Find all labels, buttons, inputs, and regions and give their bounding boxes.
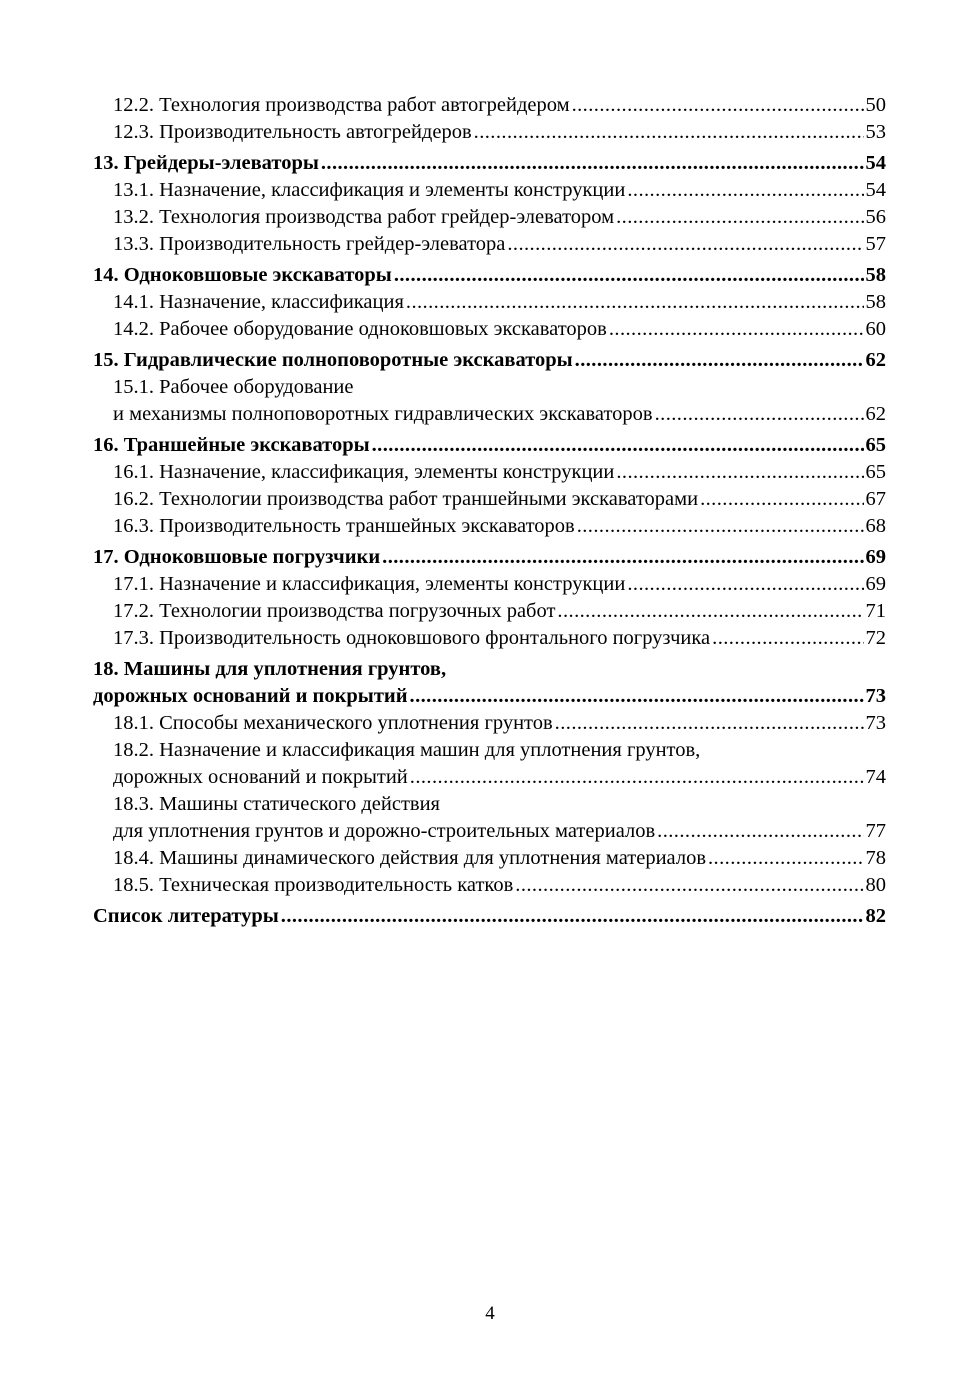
toc-page-number: 65 (865, 461, 886, 483)
toc-page-number: 73 (865, 685, 886, 707)
toc-title: 15. Гидравлические полноповоротные экскаваторы (93, 349, 573, 371)
table-of-contents (93, 92, 886, 930)
toc-page-number: 78 (865, 847, 886, 869)
toc-page-number: 73 (865, 712, 886, 734)
toc-title: 18.1. Способы механического уплотнения грунтов (113, 712, 553, 734)
toc-title: Список литературы (93, 905, 279, 927)
toc-title: 12.2. Технология производства работ автогрейдером (113, 94, 570, 116)
toc-title: для уплотнения грунтов и дорожно-строительных материалов (113, 820, 656, 842)
dot-leader (577, 513, 864, 540)
toc-title: 17.1. Назначение и классификация, элементы конструкции (113, 573, 626, 595)
dot-leader (507, 231, 863, 258)
toc-title: и механизмы полноповоротных гидравлических экскаваторов (113, 403, 653, 425)
toc-section[interactable] (93, 231, 886, 258)
toc-chapter[interactable] (93, 544, 886, 571)
toc-page-number: 69 (865, 573, 886, 595)
toc-section[interactable] (93, 598, 886, 625)
toc-chapter[interactable] (93, 150, 886, 177)
toc-section[interactable] (93, 177, 886, 204)
toc-title-first-line: 18.2. Назначение и классификация машин для уплотнения грунтов, (113, 739, 701, 761)
toc-title: 13. Грейдеры-элеваторы (93, 152, 319, 174)
toc-section[interactable] (93, 204, 886, 231)
dot-leader (372, 432, 864, 459)
toc-page-number: 65 (865, 434, 886, 456)
toc-section[interactable] (93, 459, 886, 486)
toc-chapter[interactable] (93, 432, 886, 459)
toc-chapter[interactable] (93, 656, 886, 710)
dot-leader (655, 401, 864, 428)
dot-leader (575, 347, 864, 374)
toc-page-number: 77 (865, 820, 886, 842)
dot-leader (555, 710, 864, 737)
toc-title: 17.2. Технологии производства погрузочных работ (113, 600, 556, 622)
dot-leader (712, 625, 863, 652)
toc-title: 14.1. Назначение, классификация (113, 291, 404, 313)
toc-section[interactable] (93, 625, 886, 652)
dot-leader (616, 204, 863, 231)
toc-title: 17.3. Производительность одноковшового фронтального погрузчика (113, 627, 711, 649)
toc-page-number: 54 (865, 152, 886, 174)
dot-leader (382, 544, 863, 571)
toc-title: 13.2. Технология производства работ грейдер-элеватором (113, 206, 615, 228)
toc-chapter[interactable] (93, 903, 886, 930)
toc-title: 14.2. Рабочее оборудование одноковшовых экскаваторов (113, 318, 607, 340)
dot-leader (515, 872, 863, 899)
toc-page-number: 60 (865, 318, 886, 340)
toc-section[interactable] (93, 872, 886, 899)
toc-section[interactable] (93, 513, 886, 540)
toc-title-first-line: 18.3. Машины статического действия (113, 793, 440, 815)
toc-page-number: 69 (865, 546, 886, 568)
dot-leader (410, 683, 864, 710)
toc-chapter[interactable] (93, 347, 886, 374)
toc-chapter[interactable] (93, 262, 886, 289)
dot-leader (609, 316, 864, 343)
toc-page-number: 71 (865, 600, 886, 622)
toc-section[interactable] (93, 92, 886, 119)
toc-page-number: 54 (865, 179, 886, 201)
dot-leader (708, 845, 864, 872)
dot-leader (557, 598, 863, 625)
toc-section[interactable] (93, 374, 886, 428)
toc-title: 16.1. Назначение, классификация, элементы конструкции (113, 461, 615, 483)
toc-title: 18.5. Техническая производительность катков (113, 874, 514, 896)
toc-page-number: 68 (865, 515, 886, 537)
toc-section[interactable] (93, 791, 886, 845)
dot-leader (657, 818, 863, 845)
toc-section[interactable] (93, 119, 886, 146)
toc-page-number: 53 (865, 121, 886, 143)
toc-page-number: 56 (865, 206, 886, 228)
toc-title: 17. Одноковшовые погрузчики (93, 546, 381, 568)
dot-leader (572, 92, 864, 119)
toc-title: 14. Одноковшовые экскаваторы (93, 264, 392, 286)
dot-leader (410, 764, 864, 791)
toc-title: 16.2. Технологии производства работ траншейными экскаваторами (113, 488, 699, 510)
toc-page-number: 72 (865, 627, 886, 649)
toc-page-number: 74 (865, 766, 886, 788)
toc-title-first-line: 15.1. Рабочее оборудование (113, 376, 354, 398)
toc-title-first-line: 18. Машины для уплотнения грунтов, (93, 658, 447, 680)
toc-section[interactable] (93, 571, 886, 598)
toc-title: 12.3. Производительность автогрейдеров (113, 121, 472, 143)
toc-title: дорожных оснований и покрытий (93, 685, 408, 707)
dot-leader (321, 150, 864, 177)
toc-page-number: 62 (865, 403, 886, 425)
toc-page-number: 57 (865, 233, 886, 255)
toc-title: 18.4. Машины динамического действия для уплотнения материалов (113, 847, 706, 869)
dot-leader (616, 459, 863, 486)
toc-page-number: 82 (865, 905, 886, 927)
dot-leader (394, 262, 864, 289)
toc-section[interactable] (93, 486, 886, 513)
toc-section[interactable] (93, 737, 886, 791)
toc-section[interactable] (93, 710, 886, 737)
dot-leader (627, 177, 863, 204)
toc-title: 16. Траншейные экскаваторы (93, 434, 370, 456)
toc-page-number: 62 (865, 349, 886, 371)
dot-leader (406, 289, 864, 316)
dot-leader (281, 903, 864, 930)
toc-page-number: 80 (865, 874, 886, 896)
toc-page-number: 50 (865, 94, 886, 116)
toc-title: 13.3. Производительность грейдер-элеватора (113, 233, 506, 255)
dot-leader (700, 486, 863, 513)
toc-section[interactable] (93, 289, 886, 316)
toc-title: 13.1. Назначение, классификация и элементы конструкции (113, 179, 626, 201)
toc-page-number: 58 (865, 291, 886, 313)
toc-title: 16.3. Производительность траншейных экскаваторов (113, 515, 575, 537)
dot-leader (474, 119, 864, 146)
toc-page-number: 58 (865, 264, 886, 286)
dot-leader (627, 571, 863, 598)
toc-section[interactable] (93, 845, 886, 872)
page-number: 4 (485, 1303, 495, 1324)
toc-page-number: 67 (865, 488, 886, 510)
toc-title: дорожных оснований и покрытий (113, 766, 408, 788)
toc-section[interactable] (93, 316, 886, 343)
